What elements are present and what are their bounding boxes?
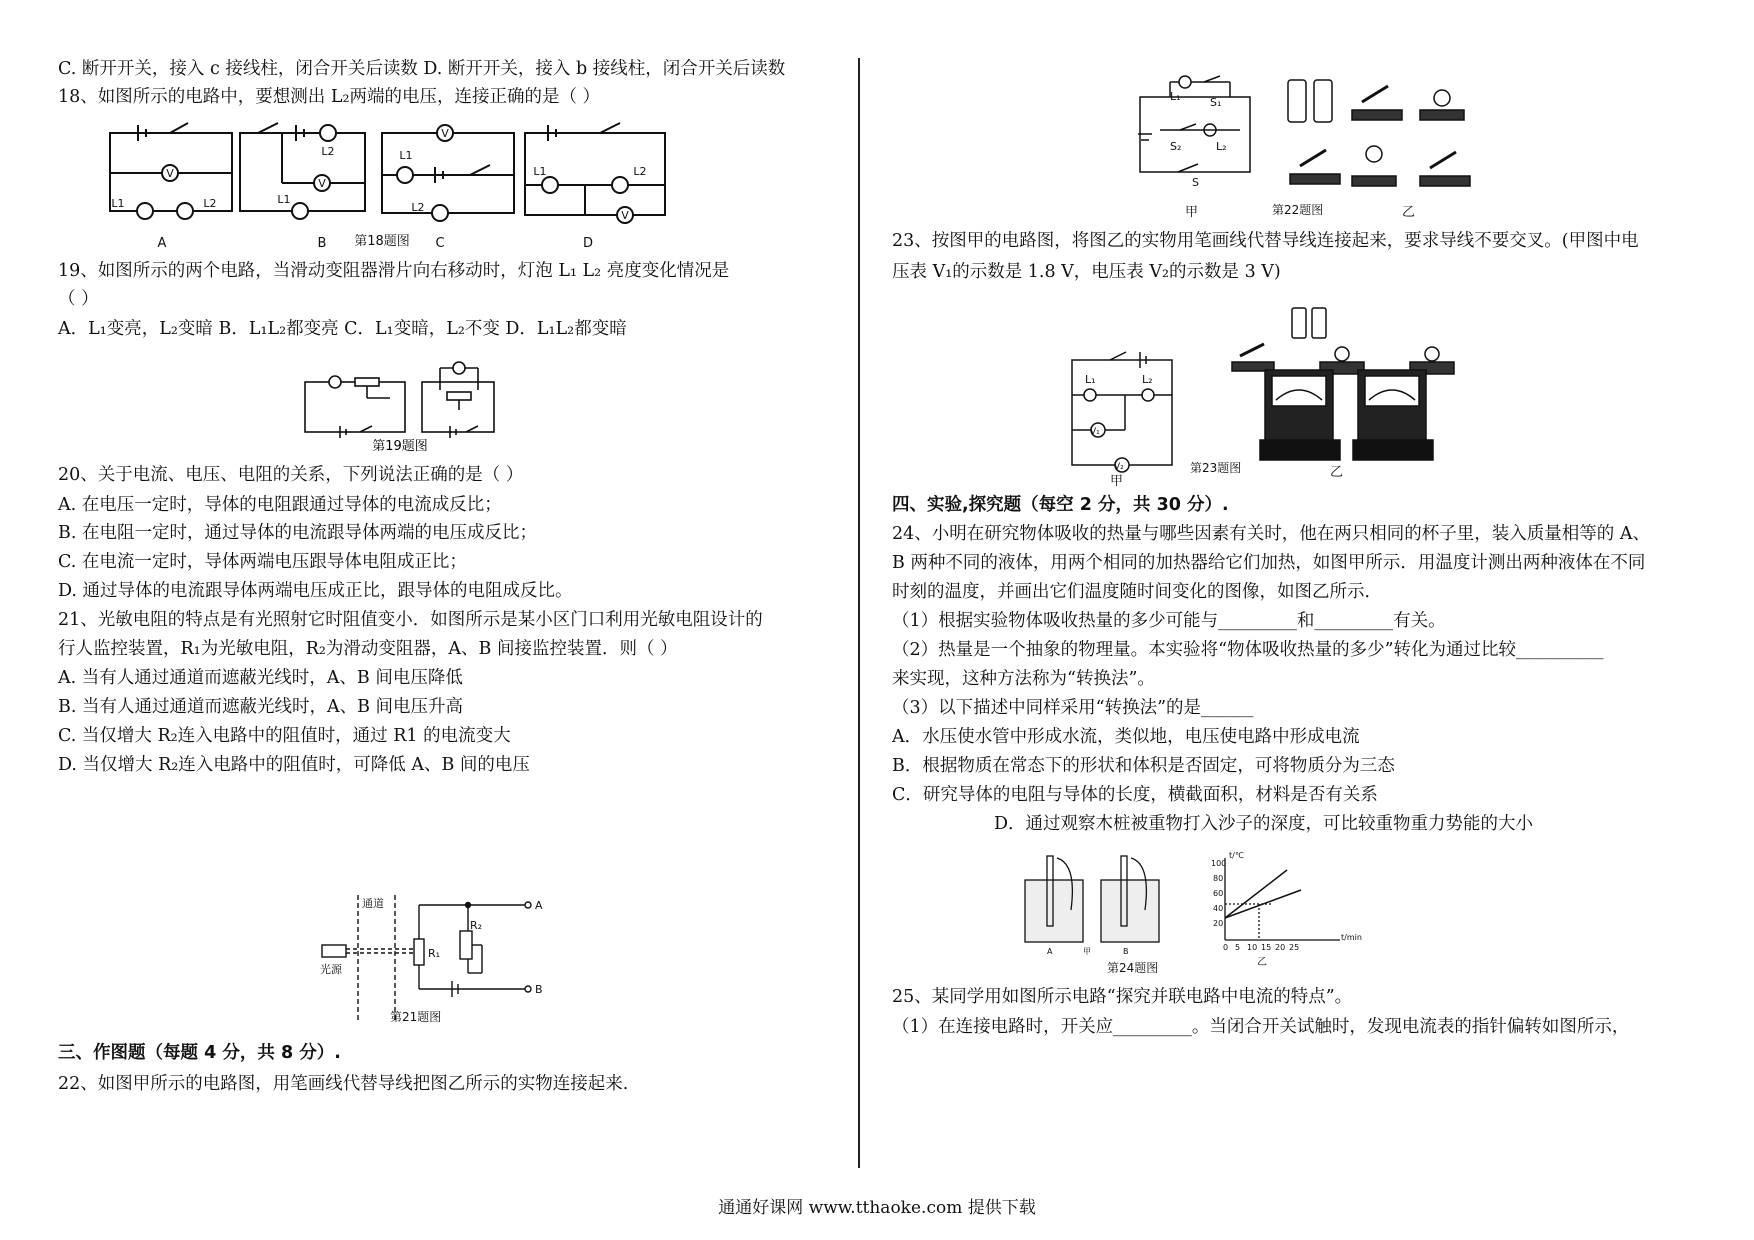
q24-ytick: 80 xyxy=(1213,874,1224,883)
q24-ytick: 100 xyxy=(1211,859,1227,868)
q22-jia: 甲 xyxy=(1185,205,1199,220)
q24-ylabel: t/℃ xyxy=(1229,851,1244,860)
q24-label-b: B xyxy=(1123,947,1129,956)
q20-option-c: C. 在电流一定时，导体两端电压跟导体电阻成正比； xyxy=(58,552,467,572)
svg-text:L2: L2 xyxy=(203,197,217,210)
q24-option-b: B．根据物质在常态下的形状和体积是否固定，可将物质分为三态 xyxy=(892,756,1395,776)
q24-xlabel: t/min xyxy=(1341,933,1362,942)
q20-option-b: B. 在电阻一定时，通过导体的电流跟导体两端的电压成反比； xyxy=(58,523,537,543)
q24-text-1: 24、小明在研究物体吸收的热量与哪些因素有关时，他在两只相同的杯子里，装入质量相等的 A、 xyxy=(892,524,1650,544)
q20-text: 20、关于电流、电压、电阻的关系，下列说法正确的是（ ） xyxy=(58,465,524,485)
q21-option-a: A. 当有人通过通道而遮蔽光线时，A、B 间电压降低 xyxy=(58,668,463,688)
q17-options-cd: C. 断开开关，接入 c 接线柱，闭合开关后读数 D. 断开开关，接入 b 接线柱，闭合开关后读数 xyxy=(58,59,786,79)
q24-xtick: 15 xyxy=(1261,943,1272,952)
q24-ytick: 60 xyxy=(1213,889,1224,898)
q22-l2: L₂ xyxy=(1216,140,1227,153)
q23-l1: L₁ xyxy=(1085,373,1096,386)
q24-xtick: 25 xyxy=(1289,943,1300,952)
q24-xtick: 10 xyxy=(1247,943,1258,952)
q24-figure xyxy=(1025,850,1385,980)
q21-option-b: B. 当有人通过通道而遮蔽光线时，A、B 间电压升高 xyxy=(58,697,464,717)
svg-text:L1: L1 xyxy=(399,149,413,162)
q22-yi: 乙 xyxy=(1402,205,1416,220)
column-divider xyxy=(858,58,860,1168)
q23-v1: V₁ xyxy=(1090,427,1100,437)
section-4-heading: 四、实验,探究题（每空 2 分，共 30 分）. xyxy=(892,495,1229,515)
q24-xtick: 0 xyxy=(1223,943,1229,952)
q24-sub-1: （1）根据实验物体吸收热量的多少可能与_________和_________有关。 xyxy=(892,611,1446,631)
svg-text:V: V xyxy=(166,167,174,180)
q19-paren: （ ） xyxy=(58,289,99,309)
q18-caption: 第18题图 xyxy=(354,234,410,249)
q24-jia: 甲 xyxy=(1083,947,1091,956)
svg-text:L2: L2 xyxy=(411,201,425,214)
q24-xtick: 20 xyxy=(1275,943,1286,952)
q21-a-label: A xyxy=(535,899,543,912)
q24-option-c: C．研究导体的电阻与导体的长度，横截面积，材料是否有关系 xyxy=(892,785,1378,805)
q23-caption: 第23题图 xyxy=(1190,461,1242,475)
q23-text-2: 压表 V₁的示数是 1.8 V，电压表 V₂的示数是 3 V) xyxy=(892,262,1281,282)
q24-label-a: A xyxy=(1047,947,1053,956)
q24-caption: 第24题图 xyxy=(1107,961,1159,975)
q19-options: A．L₁变亮，L₂变暗 B．L₁L₂都变亮 C．L₁变暗，L₂不变 D．L₁L₂都变暗 xyxy=(58,319,627,339)
q24-xtick: 5 xyxy=(1235,943,1241,952)
footer-source: 通通好课网 www.tthaoke.com 提供下载 xyxy=(718,1198,1036,1218)
q21-b-label: B xyxy=(535,983,543,996)
q21-light-label: 光源 xyxy=(320,963,342,976)
svg-text:L2: L2 xyxy=(633,165,647,178)
svg-text:L1: L1 xyxy=(111,197,125,210)
q21-figure xyxy=(320,895,560,1025)
svg-text:V: V xyxy=(441,127,449,140)
q21-r1-label: R₁ xyxy=(428,947,441,960)
q20-option-d: D. 通过导体的电流跟导体两端电压成正比，跟导体的电阻成反比。 xyxy=(58,581,573,601)
q24-text-3: 时刻的温度，并画出它们温度随时间变化的图像，如图乙所示． xyxy=(892,582,1382,602)
q24-option-d: D．通过观察木桩被重物打入沙子的深度，可比较重物重力势能的大小 xyxy=(994,814,1534,834)
q24-ytick: 20 xyxy=(1213,919,1224,928)
svg-text:L2: L2 xyxy=(321,145,335,158)
q24-sub-2: （2）热量是一个抽象的物理量。本实验将“物体吸收热量的多少”转化为通过比较__________ xyxy=(892,640,1604,660)
q23-text-1: 23、按图甲的电路图，将图乙的实物用笔画线代替导线连接起来，要求导线不要交叉。(甲图中电 xyxy=(892,231,1639,251)
q22-text: 22、如图甲所示的电路图，用笔画线代替导线把图乙所示的实物连接起来. xyxy=(58,1074,629,1094)
q22-s2: S₂ xyxy=(1170,140,1182,153)
q21-option-d: D. 当仅增大 R₂连入电路中的阻值时，可降低 A、B 间的电压 xyxy=(58,755,530,775)
q22-s1: S₁ xyxy=(1210,96,1222,109)
q18-label-a: A xyxy=(157,236,167,251)
q25-sub-1: （1）在连接电路时，开关应_________。当闭合开关试触时，发现电流表的指针偏转如图所示， xyxy=(892,1017,1630,1037)
q23-jia: 甲 xyxy=(1110,474,1124,489)
q24-sub-2b: 来实现，这种方法称为“转换法”。 xyxy=(892,669,1155,689)
q23-v2: V₂ xyxy=(1114,462,1124,472)
q22-caption: 第22题图 xyxy=(1272,203,1324,217)
q24-sub-3: （3）以下描述中同样采用“转换法”的是______ xyxy=(892,698,1254,718)
q24-option-a: A．水压使水管中形成水流，类似地，电压使电路中形成电流 xyxy=(892,727,1360,747)
q18-label-b: B xyxy=(317,236,327,251)
q21-text-2: 行人监控装置，R₁为光敏电阻，R₂为滑动变阻器，A、B 间接监控装置．则（ ） xyxy=(58,639,678,659)
svg-text:L1: L1 xyxy=(277,193,291,206)
q23-yi: 乙 xyxy=(1330,465,1344,480)
q23-l2: L₂ xyxy=(1142,373,1153,386)
q21-caption: 第21题图 xyxy=(390,1010,442,1024)
q22-s: S xyxy=(1192,176,1199,189)
q18-label-d: D xyxy=(582,236,594,251)
q18-text: 18、如图所示的电路中，要想测出 L₂两端的电压，连接正确的是（ ） xyxy=(58,87,601,107)
q20-option-a: A. 在电压一定时，导体的电阻跟通过导体的电流成反比； xyxy=(58,495,502,515)
q21-r2-label: R₂ xyxy=(470,919,483,932)
svg-text:V: V xyxy=(621,209,629,222)
q18-figure xyxy=(100,115,680,255)
q24-text-2: B 两种不同的液体，用两个相同的加热器给它们加热，如图甲所示．用温度计测出两种液体在不同 xyxy=(892,553,1646,573)
q19-figure xyxy=(300,350,500,452)
q18-label-c: C xyxy=(435,236,445,251)
q24-ytick: 40 xyxy=(1213,904,1224,913)
q21-text-1: 21、光敏电阻的特点是有光照射它时阻值变小．如图所示是某小区门口利用光敏电阻设计的 xyxy=(58,610,763,630)
q21-option-c: C. 当仅增大 R₂连入电路中的阻值时，通过 R1 的电流变大 xyxy=(58,726,511,746)
svg-text:L1: L1 xyxy=(533,165,547,178)
section-3-heading: 三、作图题（每题 4 分，共 8 分）. xyxy=(58,1043,341,1063)
q21-channel-label: 通道 xyxy=(362,897,384,910)
q24-yi: 乙 xyxy=(1257,957,1267,968)
q22-l1: L₁ xyxy=(1170,90,1181,103)
q19-caption: 第19题图 xyxy=(372,439,428,454)
svg-text:V: V xyxy=(318,177,326,190)
q22-figure xyxy=(1130,72,1600,222)
q25-text: 25、某同学用如图所示电路“探究并联电路中电流的特点”。 xyxy=(892,987,1353,1007)
q19-text: 19、如图所示的两个电路，当滑动变阻器滑片向右移动时，灯泡 L₁ L₂ 亮度变化情况是 xyxy=(58,261,730,281)
